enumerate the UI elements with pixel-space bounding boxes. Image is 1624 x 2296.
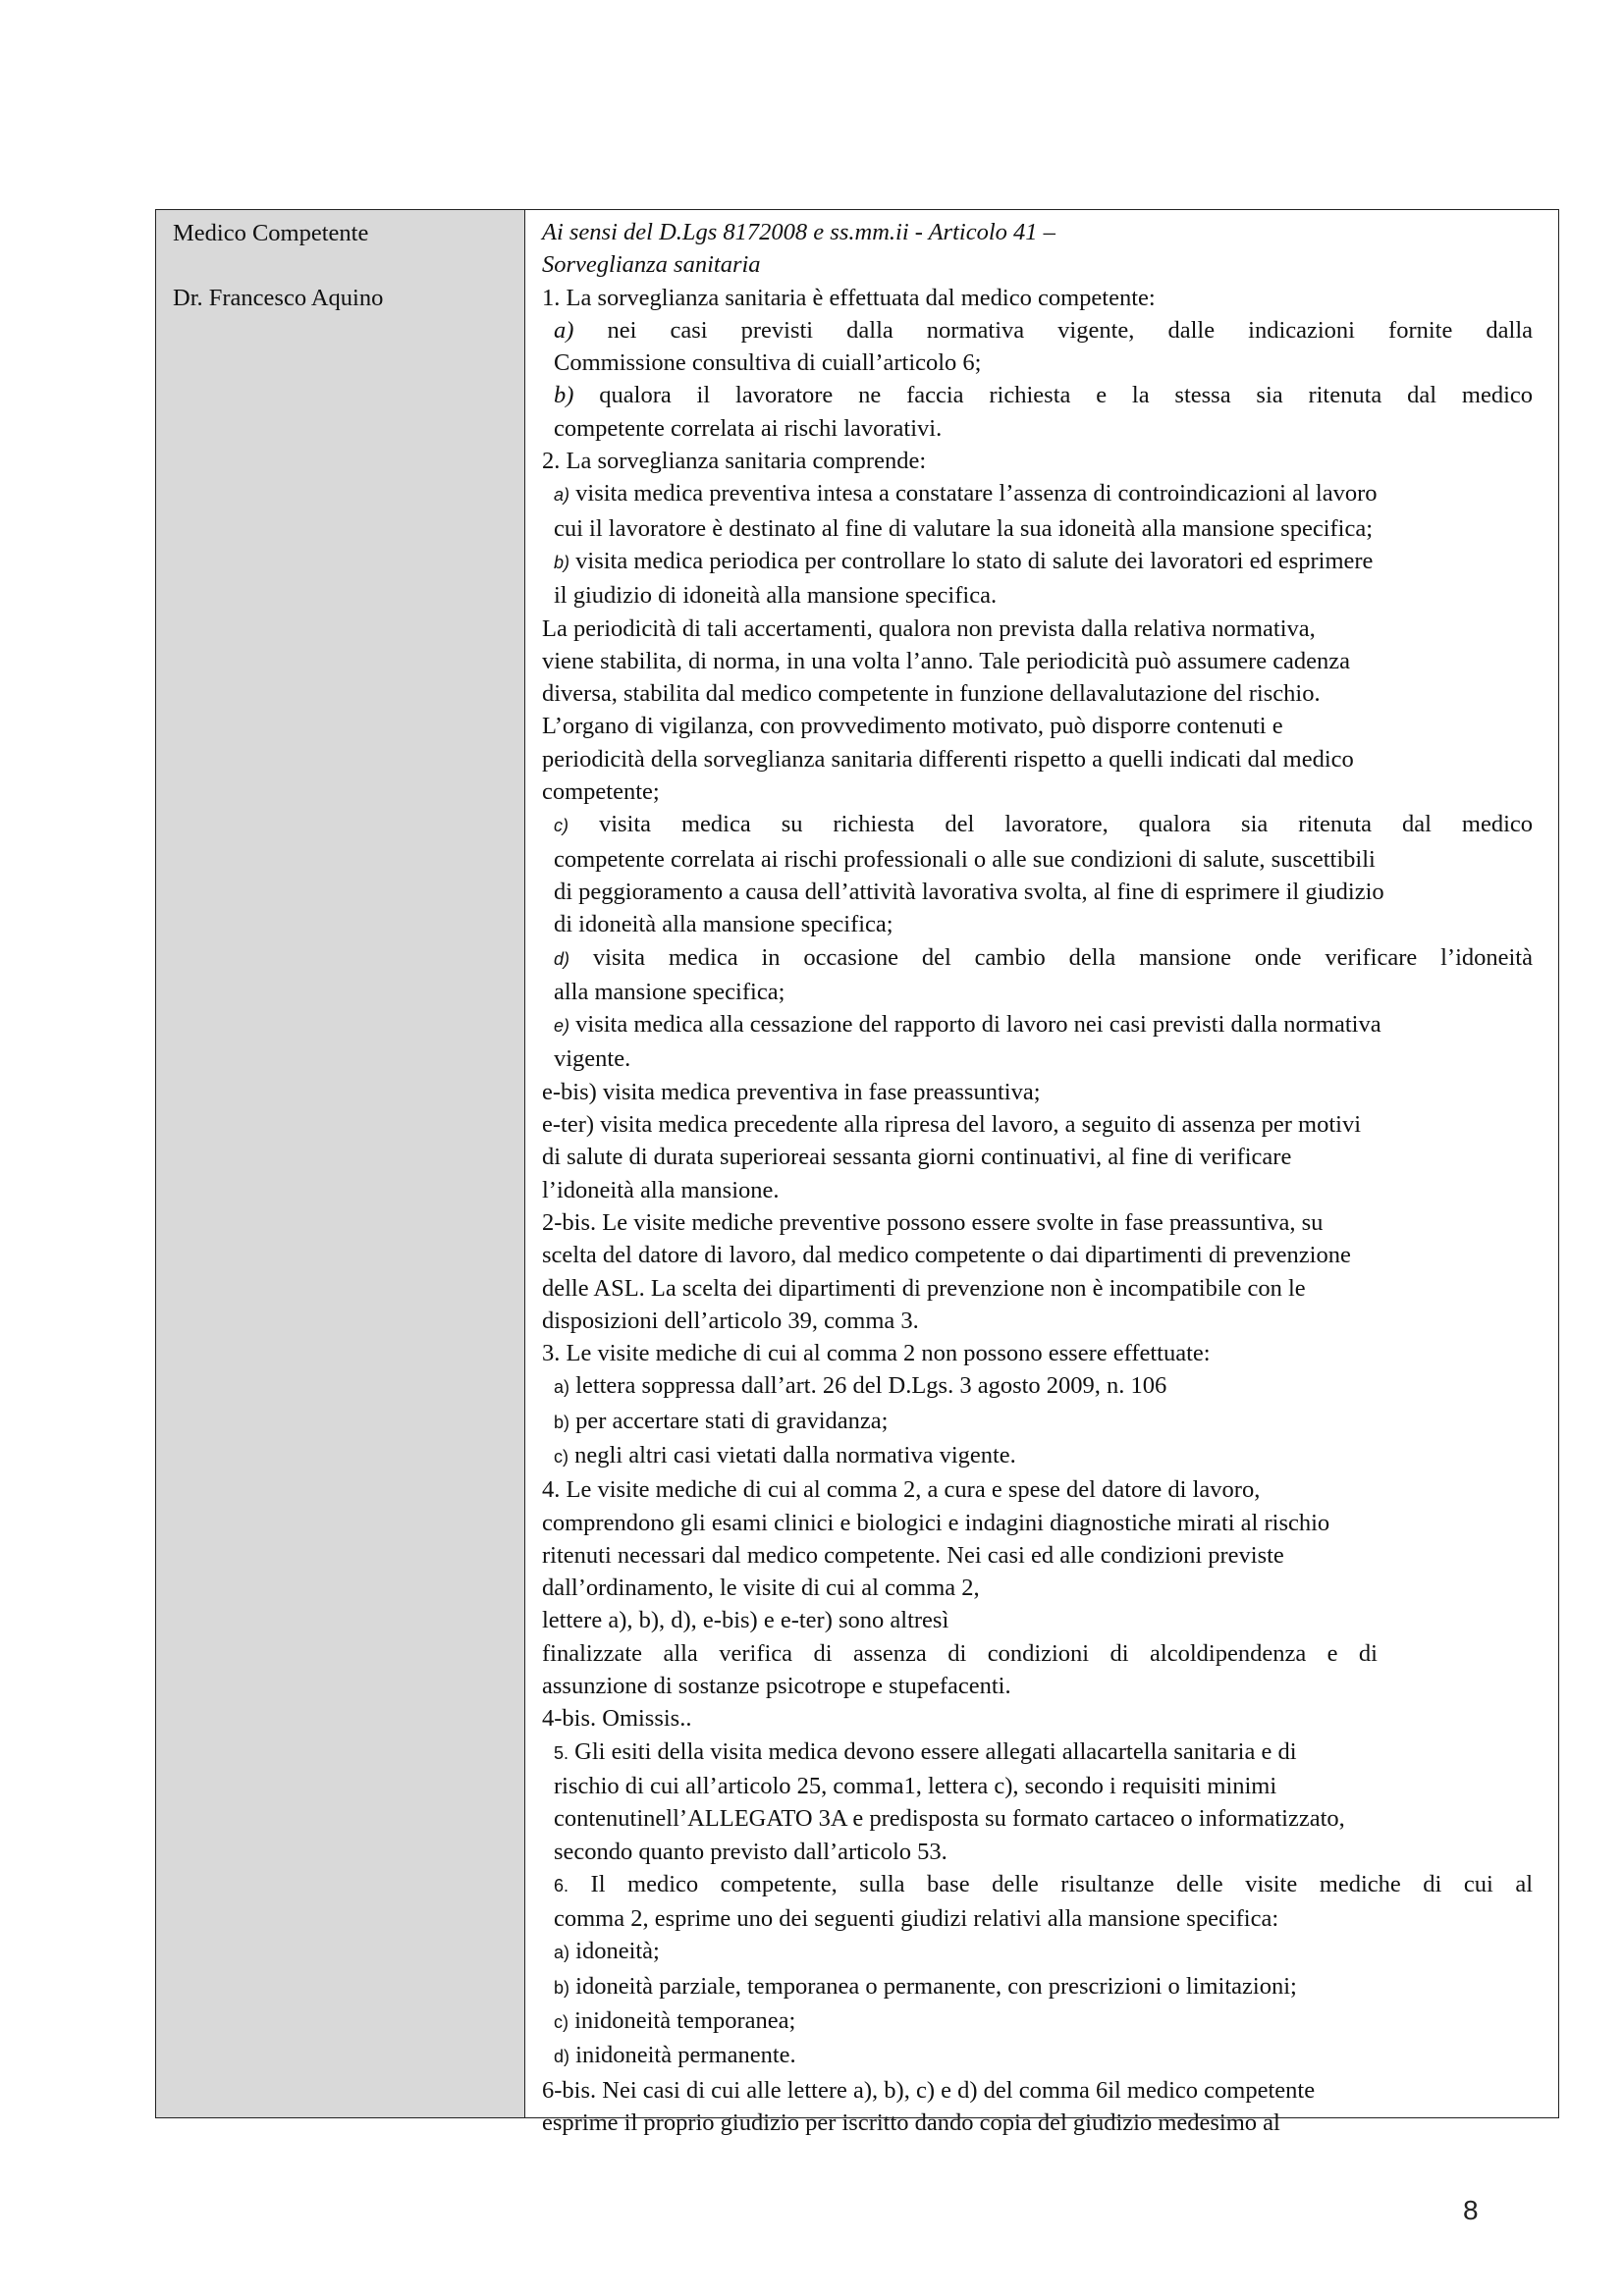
list-item: 5. Gli esiti della visita medica devono essere allegati allacartella sanitaria e di — [554, 1737, 1297, 1765]
paragraph: 1. La sorveglianza sanitaria è effettuata dal medico competente: — [542, 284, 1156, 311]
left-cell — [156, 210, 525, 2117]
text-line: disposizioni dell’articolo 39, comma 3. — [542, 1307, 919, 1334]
text-line: 6-bis. Nei casi di cui alle lettere a), b), c) e d) del comma 6il medico competente — [542, 2076, 1316, 2104]
role-label: Medico Competente — [173, 220, 369, 246]
text-line: diversa, stabilita dal medico competente in funzione dellavalutazione del rischio. — [542, 680, 1321, 708]
text-line: e-bis) visita medica preventiva in fase preassuntiva; — [542, 1078, 1041, 1105]
text-line: L’organo di vigilanza, con provvedimento motivato, può disporre contenuti e — [542, 713, 1283, 740]
text-line: competente correlata ai rischi lavorativi. — [554, 414, 943, 442]
item-marker: b) — [554, 1412, 570, 1432]
item-marker: b) — [554, 382, 574, 409]
text-line: lettere a), b), d), e-bis) e e-ter) sono altresì — [542, 1607, 949, 1634]
list-item: d) visita medica in occasione del cambio della mansione onde verificare l’idoneità — [554, 943, 1533, 971]
list-item: a) lettera soppressa dall’art. 26 del D.Lgs. 3 agosto 2009, n. 106 — [554, 1372, 1167, 1400]
item-marker: d) — [554, 948, 570, 969]
list-item: e) visita medica alla cessazione del rapporto di lavoro nei casi previsti dalla normativa — [554, 1011, 1381, 1039]
page-number: 8 — [1463, 2195, 1479, 2225]
text-line: dall’ordinamento, le visite di cui al comma 2, — [542, 1575, 980, 1602]
article-heading: Ai sensi del D.Lgs 8172008 e ss.mm.ii - Articolo 41 – — [542, 219, 1056, 245]
text-line: contenutinell’ALLEGATO 3A e predisposta su formato cartaceo o informatizzato, — [554, 1805, 1345, 1833]
item-marker: a) — [554, 485, 570, 506]
text-line: e-ter) visita medica precedente alla ripresa del lavoro, a seguito di assenza per motivi — [542, 1111, 1362, 1139]
text-line: delle ASL. La scelta dei dipartimenti di prevenzione non è incompatibile con le — [542, 1274, 1306, 1302]
list-item: c) inidoneità temporanea; — [554, 2007, 796, 2035]
text-line: competente; — [542, 778, 660, 806]
item-marker: a) — [554, 316, 574, 344]
list-item: b) visita medica periodica per controllare lo stato di salute dei lavoratori ed esprimere — [554, 547, 1374, 574]
text-line: il giudizio di idoneità alla mansione specifica. — [554, 582, 998, 610]
list-item: a) visita medica preventiva intesa a constatare l’assenza di controindicazioni al lavoro — [554, 480, 1378, 507]
text-line: 4-bis. Omissis.. — [542, 1705, 692, 1733]
text-line: di salute di durata superioreai sessanta giorni continuativi, al fine di verificare — [542, 1144, 1292, 1171]
text-line: cui il lavoratore è destinato al fine di valutare la sua idoneità alla mansione specifica; — [554, 514, 1374, 542]
text-line: di peggioramento a causa dell’attività lavorativa svolta, al fine di esprimere il giudizio — [554, 878, 1384, 905]
main-table — [155, 209, 1559, 2136]
list-item: a) idoneità; — [554, 1938, 660, 1965]
item-marker: 6. — [554, 1875, 569, 1896]
item-marker: d) — [554, 2047, 570, 2067]
item-marker: c) — [554, 816, 568, 836]
doctor-name: Dr. Francesco Aquino — [173, 285, 384, 311]
text-line: comma 2, esprime uno dei seguenti giudizi relativi alla mansione specifica: — [554, 1905, 1279, 1933]
list-item: d) inidoneità permanente. — [554, 2042, 796, 2069]
text-line: competente correlata ai rischi professionali o alle sue condizioni di salute, suscettibili — [554, 845, 1376, 873]
text-line: alla mansione specifica; — [554, 978, 785, 1005]
list-item: c) visita medica su richiesta del lavoratore, qualora sia ritenuta dal medico — [554, 811, 1534, 838]
list-item: c) negli altri casi vietati dalla normativa vigente. — [554, 1441, 1016, 1468]
article-subheading: Sorveglianza sanitaria — [542, 251, 761, 279]
item-marker: b) — [554, 1977, 570, 1998]
text-line: periodicità della sorveglianza sanitaria differenti rispetto a quelli indicati dal medico — [542, 745, 1354, 773]
item-marker: c) — [554, 1446, 568, 1467]
text-line: assunzione di sostanze psicotrope e stupefacenti. — [542, 1673, 1011, 1700]
paragraph: 3. Le visite mediche di cui al comma 2 non possono essere effettuate: — [542, 1340, 1211, 1367]
text-line: ritenuti necessari dal medico competente. Nei casi ed alle condizioni previste — [542, 1541, 1284, 1569]
item-marker: b) — [554, 552, 570, 572]
list-item: 6. Il medico competente, sulla base delle risultanze delle visite mediche di cui al — [554, 1870, 1534, 1897]
text-line: viene stabilita, di norma, in una volta l’anno. Tale periodicità può assumere cadenza — [542, 647, 1351, 674]
text-line: scelta del datore di lavoro, dal medico competente o dai dipartimenti di prevenzione — [542, 1242, 1351, 1269]
list-item: b) per accertare stati di gravidanza; — [554, 1407, 889, 1434]
text-line: secondo quanto previsto dall’articolo 53. — [554, 1838, 947, 1865]
text-line: 2-bis. Le visite mediche preventive possono essere svolte in fase preassuntiva, su — [542, 1208, 1324, 1236]
text-line: 4. Le visite mediche di cui al comma 2, a cura e spese del datore di lavoro, — [542, 1476, 1261, 1504]
article-text-cell — [525, 210, 1558, 2136]
item-marker: a) — [554, 1943, 570, 1963]
list-item: b) idoneità parziale, temporanea o permanente, con prescrizioni o limitazioni; — [554, 1972, 1297, 2000]
text-line: La periodicità di tali accertamenti, qualora non prevista dalla relativa normativa, — [542, 614, 1316, 642]
item-marker: 5. — [554, 1742, 569, 1763]
text-line: esprime il proprio giudizio per iscritto dando copia del giudizio medesimo al — [542, 2109, 1280, 2136]
text-line: Commissione consultiva di cuiall’articolo 6; — [554, 349, 982, 377]
text-line: l’idoneità alla mansione. — [542, 1176, 780, 1203]
text-line: rischio di cui all’articolo 25, comma1, lettera c), secondo i requisiti minimi — [554, 1772, 1277, 1799]
text-line: di idoneità alla mansione specifica; — [554, 911, 893, 938]
item-marker: c) — [554, 2012, 568, 2033]
text-line: vigente. — [554, 1045, 631, 1073]
list-item: a) nei casi previsti dalla normativa vigente, dalle indicazioni fornite dalla — [554, 316, 1534, 344]
text-line: finalizzate alla verifica di assenza di condizioni di alcoldipendenza e di — [542, 1639, 1378, 1667]
paragraph: 2. La sorveglianza sanitaria comprende: — [542, 448, 927, 475]
list-item: b) qualora il lavoratore ne faccia richiesta e la stessa sia ritenuta dal medico — [554, 382, 1534, 409]
item-marker: e) — [554, 1016, 570, 1037]
item-marker: a) — [554, 1377, 570, 1398]
text-line: comprendono gli esami clinici e biologici e indagini diagnostiche mirati al rischio — [542, 1509, 1330, 1536]
